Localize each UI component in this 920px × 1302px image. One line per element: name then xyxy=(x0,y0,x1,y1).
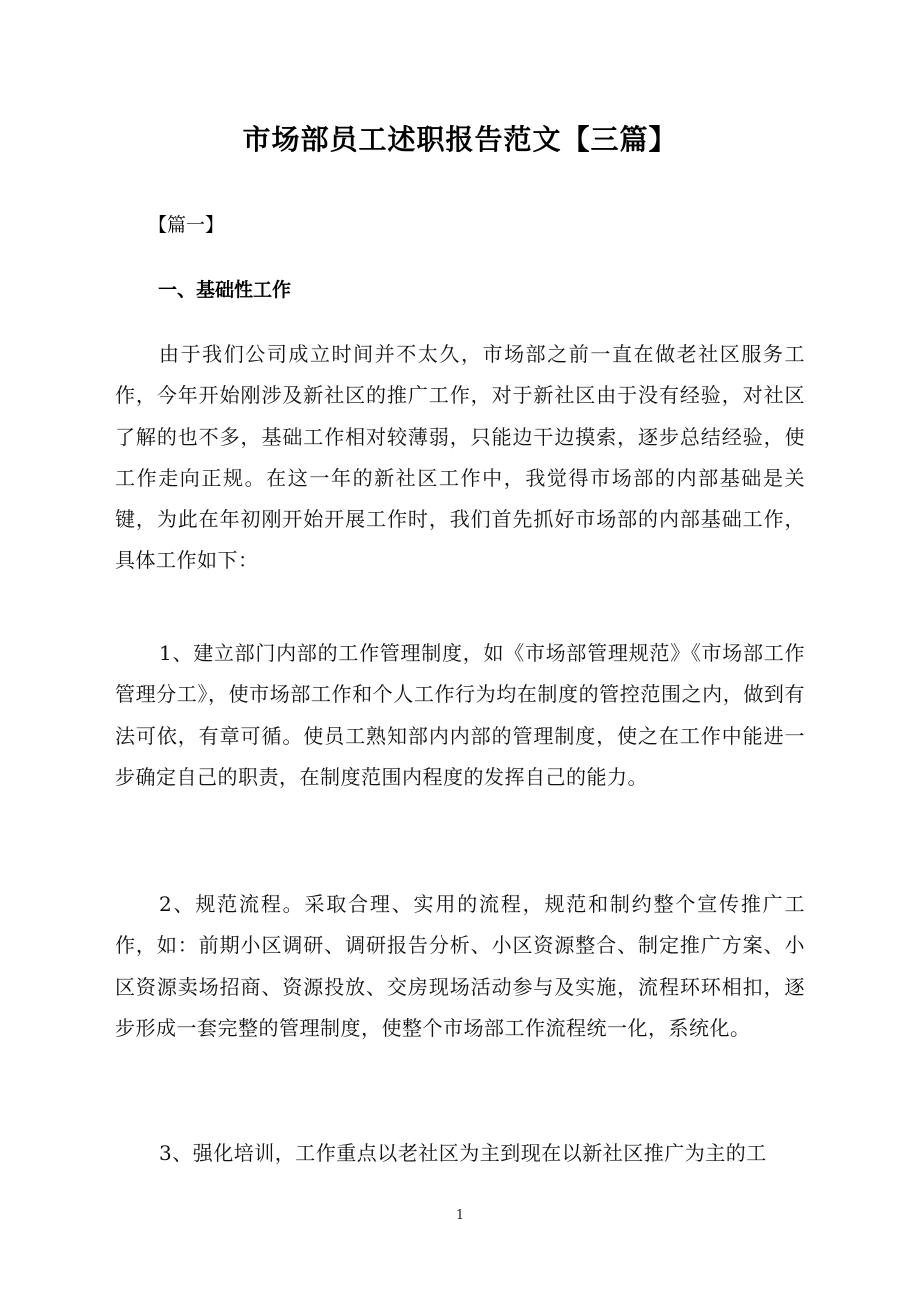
body-paragraph: 1、建立部门内部的工作管理制度，如《市场部管理规范》《市场部工作管理分工》，使市场部工作和个人工作行为均在制度的管控范围之内，做到有法可依，有章可循。使员工熟知部内内部的管理制度，使之在工作中能进一步确定自己的职责，在制度范围内程度的发挥自己的能力。 xyxy=(115,641,805,789)
page-number: 1 xyxy=(455,1208,465,1223)
body-paragraph: 2、规范流程。采取合理、实用的流程，规范和制约整个宣传推广工作，如：前期小区调研、调研报告分析、小区资源整合、制定推广方案、小区资源卖场招商、资源投放、交房现场活动参与及实施，流程环环相扣，逐步形成一套完整的管理制度，使整个市场部工作流程统一化，系统化。 xyxy=(115,892,805,1040)
body-paragraph: 3、强化培训，工作重点以老社区为主到现在以新社区推广为主的工 xyxy=(159,1141,767,1165)
section-subheading: 一、基础性工作 xyxy=(158,279,292,301)
section-label: 【篇一】 xyxy=(148,214,225,236)
body-paragraph: 由于我们公司成立时间并不太久，市场部之前一直在做老社区服务工作，今年开始刚涉及新社区的推广工作，对于新社区由于没有经验，对社区了解的也不多，基础工作相对较薄弱，只能边干边摸索，逐步总结经验，使工作走向正规。在这一年的新社区工作中，我觉得市场部的内部基础是关键，为此在年初刚开始开展工作时，我们首先抓好市场部的内部基础工作，具体工作如下： xyxy=(115,342,805,573)
document-title: 市场部员工述职报告范文【三篇】 xyxy=(242,123,678,156)
